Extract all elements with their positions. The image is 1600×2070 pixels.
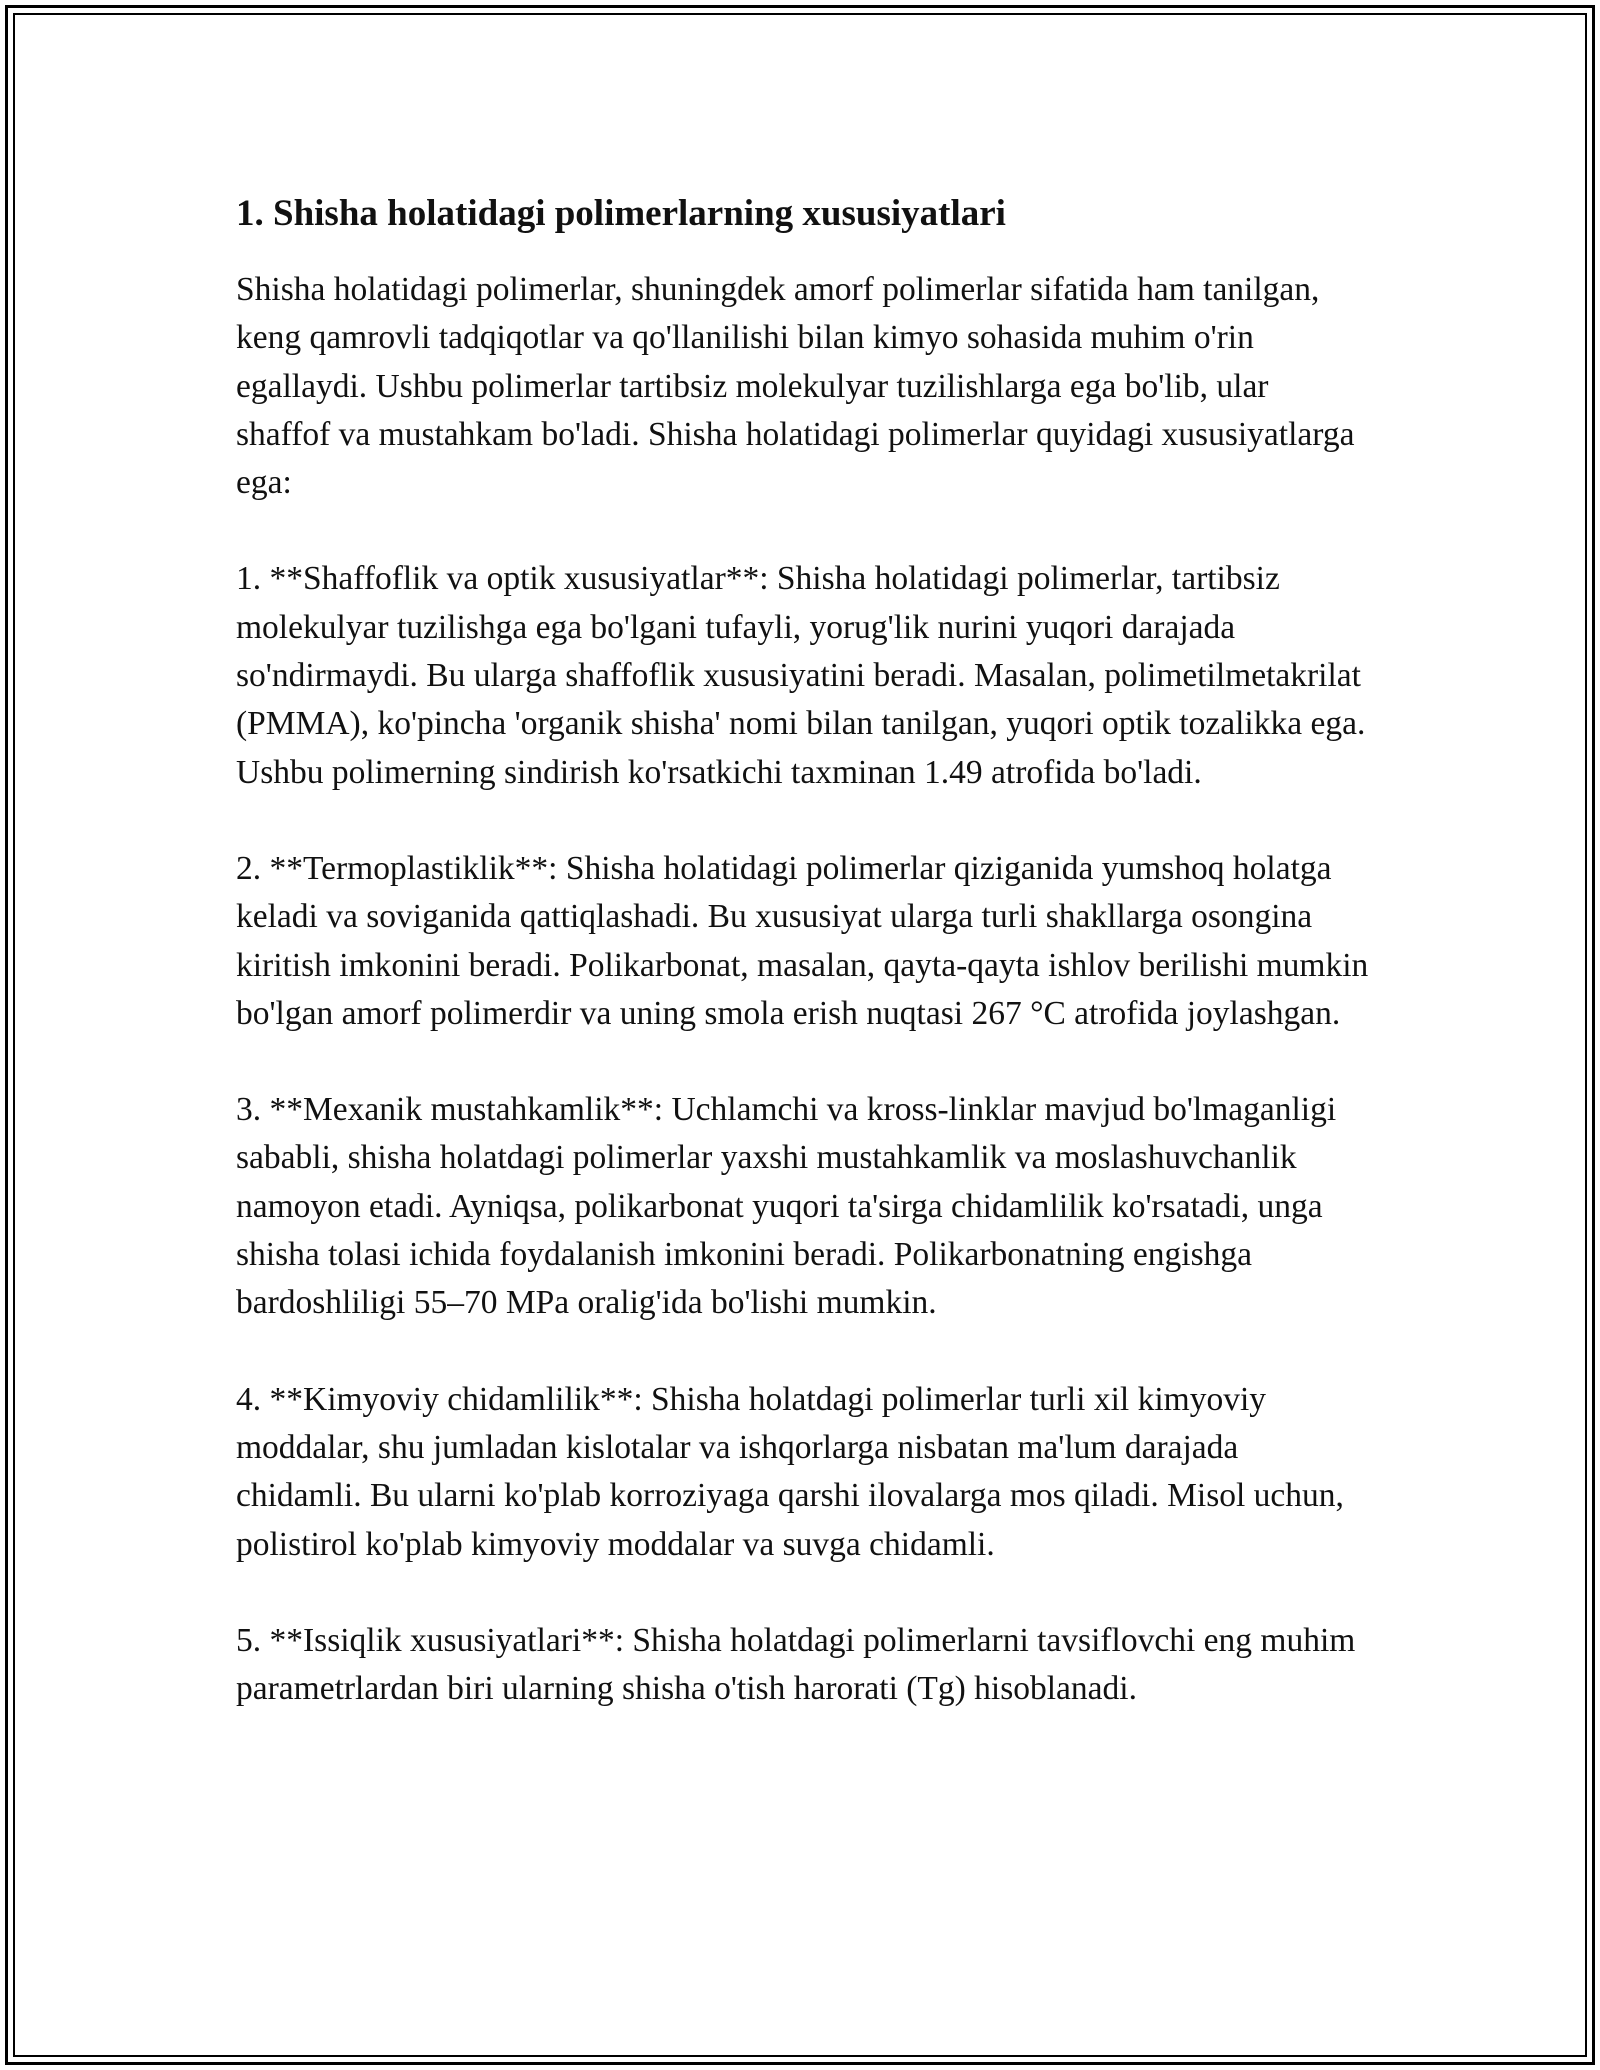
section-heading: 1. Shisha holatidagi polimerlarning xususiyatlari bbox=[236, 193, 1006, 234]
property-item-1: 1. **Shaffoflik va optik xususiyatlar**: Shisha holatidagi polimerlar, tartibsiz molekulyar tuzilishga ega bo'lgani tufayli, yorug'lik nurini yuqori darajada so'ndirmaydi. Bu ularga shaffoflik xususiyatini beradi. Masalan, polimetilmetakrilat (PMMA), ko'pincha 'organik shisha' nomi bilan tanilgan, yuqori optik tozalikka ega. Ushbu polimerning sindirish ko'rsatkichi taxminan 1.49 atrofida bo'ladi. bbox=[236, 560, 1366, 791]
intro-paragraph: Shisha holatidagi polimerlar, shuningdek amorf polimerlar sifatida ham tanilgan, keng qamrovli tadqiqotlar va qo'llanilishi bilan kimyo sohasida muhim o'rin egallaydi. Ushbu polimerlar tartibsiz molekulyar tuzilishlarga ega bo'lib, ular shaffof va mustahkam bo'ladi. Shisha holatidagi polimerlar quyidagi xususiyatlarga ega: bbox=[236, 271, 1355, 502]
property-item-4: 4. **Kimyoviy chidamlilik**: Shisha holatdagi polimerlar turli xil kimyoviy moddalar, shu jumladan kislotalar va ishqorlarga nisbatan ma'lum darajada chidamli. Bu ularni ko'plab korroziyaga qarshi ilovalarga mos qiladi. Misol uchun, polistirol ko'plab kimyoviy moddalar va suvga chidamli. bbox=[236, 1380, 1344, 1563]
property-item-2: 2. **Termoplastiklik**: Shisha holatidagi polimerlar qiziganida yumshoq holatga keladi va soviganida qattiqlashadi. Bu xususiyat ularga turli shakllarga osongina kiritish imkonini beradi. Polikarbonat, masalan, qayta-qayta ishlov berilishi mumkin bo'lgan amorf polimerdir va uning smola erish nuqtasi 267 °C atrofida joylashgan. bbox=[236, 849, 1369, 1032]
document-body bbox=[236, 186, 1371, 1761]
property-item-5: 5. **Issiqlik xususiyatlari**: Shisha holatdagi polimerlarni tavsiflovchi eng muhim parametrlardan biri ularning shisha o'tish harorati (Tg) hisoblanadi. bbox=[236, 1621, 1356, 1708]
property-item-3: 3. **Mexanik mustahkamlik**: Uchlamchi va kross-linklar mavjud bo'lmaganligi sababli, shisha holatdagi polimerlar yaxshi mustahkamlik va moslashuvchanlik namoyon etadi. Ayniqsa, polikarbonat yuqori ta'sirga chidamlilik ko'rsatadi, unga shisha tolasi ichida foydalanish imkonini beradi. Polikarbonatning engishga bardoshliligi 55–70 MPa oralig'ida bo'lishi mumkin. bbox=[236, 1091, 1337, 1322]
